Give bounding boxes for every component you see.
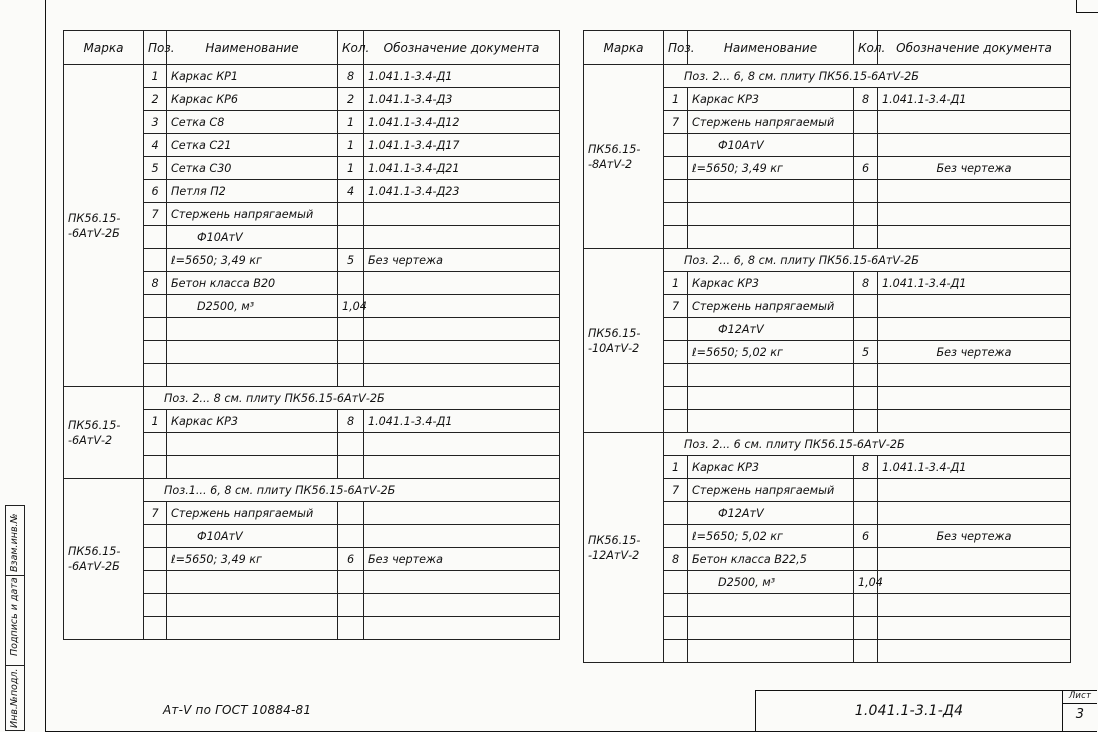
table-header-row	[64, 31, 560, 65]
qty-cell: 4	[338, 180, 364, 203]
qty-cell	[338, 272, 364, 295]
poz-cell	[664, 318, 688, 341]
doc-cell: 1.041.1-3.4-Д23	[364, 180, 560, 203]
doc-cell: Без чертежа	[878, 525, 1071, 548]
doc-cell	[878, 318, 1071, 341]
header-naim: Наименование	[167, 31, 338, 65]
poz-cell: 8	[144, 272, 167, 295]
name-cell: Ф10АтⅤ	[688, 134, 854, 157]
poz-cell: 7	[664, 111, 688, 134]
poz-cell: 2	[144, 88, 167, 111]
doc-cell: 1.041.1-3.4-Д1	[878, 456, 1071, 479]
side-inv-podl: Инв.№подл.	[9, 668, 20, 728]
qty-cell: 8	[854, 272, 878, 295]
qty-cell: 8	[338, 410, 364, 433]
poz-cell	[144, 525, 167, 548]
table-row	[64, 479, 560, 502]
name-cell: Бетон класса В22,5	[688, 548, 854, 571]
reference-note: Поз. 2... 8 см. плиту ПК56.15-6АтⅤ-2Б	[144, 387, 560, 410]
name-cell: ℓ=5650; 5,02 кг	[688, 525, 854, 548]
header-poz: Поз.	[664, 31, 688, 65]
doc-cell: Без чертежа	[878, 341, 1071, 364]
doc-cell	[364, 226, 560, 249]
spec-table-left	[63, 30, 560, 640]
side-divider-1	[5, 665, 25, 666]
mark-cell: ПК56.15- -8АтⅤ-2	[584, 65, 664, 249]
table-row	[64, 387, 560, 410]
doc-cell: Без чертежа	[364, 249, 560, 272]
mark-cell: ПК56.15- -12АтⅤ-2	[584, 433, 664, 663]
document-code: 1.041.1-3.1-Д4	[854, 703, 964, 719]
qty-cell: 1	[338, 111, 364, 134]
qty-cell: 6	[854, 525, 878, 548]
side-registration-strip	[5, 505, 25, 731]
name-cell: ℓ=5650; 3,49 кг	[688, 157, 854, 180]
doc-cell	[878, 571, 1071, 594]
header-oboz: Обозначение документа	[878, 31, 1071, 65]
spec-table-right	[583, 30, 1071, 663]
sheet-box	[1062, 690, 1098, 732]
doc-cell: Без чертежа	[878, 157, 1071, 180]
name-cell: Стержень напрягаемый	[167, 203, 338, 226]
steel-class-note: Ат-Ⅴ по ГОСТ 10884-81	[163, 703, 312, 717]
header-marka: Марка	[64, 31, 144, 65]
qty-cell	[854, 318, 878, 341]
name-cell: Сетка С30	[167, 157, 338, 180]
poz-cell	[144, 295, 167, 318]
name-cell: Ф10АтⅤ	[167, 226, 338, 249]
name-cell: ℓ=5650; 3,49 кг	[167, 548, 338, 571]
name-cell: Стержень напрягаемый	[688, 111, 854, 134]
qty-cell	[854, 502, 878, 525]
name-cell: ℓ=5650; 5,02 кг	[688, 341, 854, 364]
name-cell: Каркас КР3	[688, 456, 854, 479]
corner-stamp	[1076, 0, 1098, 13]
qty-cell: 1	[338, 134, 364, 157]
poz-cell: 1	[664, 88, 688, 111]
poz-cell	[664, 134, 688, 157]
name-cell: Каркас КР3	[167, 410, 338, 433]
poz-cell	[144, 226, 167, 249]
poz-cell: 1	[144, 65, 167, 88]
sheet-number: 3	[1075, 707, 1085, 722]
name-cell: Каркас КР1	[167, 65, 338, 88]
side-podpis: Подпись и дата	[9, 577, 20, 656]
name-cell: Каркас КР3	[688, 272, 854, 295]
qty-cell: 5	[338, 249, 364, 272]
name-cell: Сетка С21	[167, 134, 338, 157]
doc-cell	[364, 525, 560, 548]
qty-cell: 1,04	[338, 295, 364, 318]
poz-cell	[664, 525, 688, 548]
qty-cell	[854, 479, 878, 502]
reference-note: Поз. 2... 6 см. плиту ПК56.15-6АтⅤ-2Б	[664, 433, 1071, 456]
poz-cell: 7	[144, 502, 167, 525]
poz-cell: 1	[664, 456, 688, 479]
name-cell: ℓ=5650; 3,49 кг	[167, 249, 338, 272]
doc-cell: 1.041.1-3.4-Д1	[364, 410, 560, 433]
name-cell: Ф12АтⅤ	[688, 318, 854, 341]
name-cell: Каркас КР6	[167, 88, 338, 111]
qty-cell	[338, 226, 364, 249]
sheet-label: Лист	[1068, 691, 1092, 701]
doc-cell: 1.041.1-3.4-Д3	[364, 88, 560, 111]
header-marka: Марка	[584, 31, 664, 65]
poz-cell: 3	[144, 111, 167, 134]
qty-cell: 5	[854, 341, 878, 364]
qty-cell: 8	[854, 88, 878, 111]
mark-cell: ПК56.15- -10АтⅤ-2	[584, 249, 664, 433]
doc-cell	[878, 479, 1071, 502]
name-cell: Каркас КР3	[688, 88, 854, 111]
name-cell: D2500, м³	[167, 295, 338, 318]
qty-cell	[338, 502, 364, 525]
reference-note: Поз. 2... 6, 8 см. плиту ПК56.15-6АтⅤ-2Б	[664, 65, 1071, 88]
poz-cell: 7	[144, 203, 167, 226]
doc-cell	[364, 203, 560, 226]
name-cell: Бетон класса В20	[167, 272, 338, 295]
poz-cell: 5	[144, 157, 167, 180]
side-vzam: Взам.инв.№	[9, 513, 20, 572]
table-row	[64, 65, 560, 88]
reference-note: Поз. 2... 6, 8 см. плиту ПК56.15-6АтⅤ-2Б	[664, 249, 1071, 272]
header-poz: Поз.	[144, 31, 167, 65]
header-naim: Наименование	[688, 31, 854, 65]
name-cell: D2500, м³	[688, 571, 854, 594]
title-block	[755, 690, 1097, 732]
doc-cell	[878, 295, 1071, 318]
name-cell: Сетка С8	[167, 111, 338, 134]
qty-cell: 8	[854, 456, 878, 479]
header-oboz: Обозначение документа	[364, 31, 560, 65]
table-row	[584, 65, 1071, 88]
qty-cell	[854, 295, 878, 318]
poz-cell	[664, 502, 688, 525]
poz-cell: 1	[664, 272, 688, 295]
name-cell: Петля П2	[167, 180, 338, 203]
mark-cell: ПК56.15- -6АтⅤ-2Б	[64, 65, 144, 387]
mark-cell: ПК56.15- -6АтⅤ-2	[64, 387, 144, 479]
doc-cell	[878, 502, 1071, 525]
poz-cell: 6	[144, 180, 167, 203]
poz-cell: 7	[664, 295, 688, 318]
doc-cell	[364, 295, 560, 318]
qty-cell	[338, 525, 364, 548]
table-row	[584, 433, 1071, 456]
table-row	[584, 249, 1071, 272]
name-cell: Ф12АтⅤ	[688, 502, 854, 525]
name-cell: Ф10АтⅤ	[167, 525, 338, 548]
name-cell: Стержень напрягаемый	[688, 295, 854, 318]
qty-cell	[854, 111, 878, 134]
doc-cell	[364, 502, 560, 525]
doc-cell: 1.041.1-3.4-Д12	[364, 111, 560, 134]
qty-cell	[338, 203, 364, 226]
doc-cell	[364, 272, 560, 295]
doc-cell: 1.041.1-3.4-Д1	[878, 88, 1071, 111]
poz-cell: 4	[144, 134, 167, 157]
doc-cell: 1.041.1-3.4-Д1	[878, 272, 1071, 295]
doc-cell: 1.041.1-3.4-Д17	[364, 134, 560, 157]
qty-cell: 1	[338, 157, 364, 180]
header-kol: Кол.	[338, 31, 364, 65]
header-kol: Кол.	[854, 31, 878, 65]
doc-cell: 1.041.1-3.4-Д1	[364, 65, 560, 88]
poz-cell: 8	[664, 548, 688, 571]
qty-cell: 6	[338, 548, 364, 571]
poz-cell	[144, 249, 167, 272]
qty-cell: 6	[854, 157, 878, 180]
mark-cell: ПК56.15- -6АтⅤ-2Б	[64, 479, 144, 640]
doc-cell: Без чертежа	[364, 548, 560, 571]
doc-cell	[878, 134, 1071, 157]
poz-cell	[664, 341, 688, 364]
qty-cell: 2	[338, 88, 364, 111]
name-cell: Стержень напрягаемый	[167, 502, 338, 525]
side-divider-2	[5, 575, 25, 576]
qty-cell: 8	[338, 65, 364, 88]
poz-cell	[664, 571, 688, 594]
doc-cell	[878, 548, 1071, 571]
qty-cell: 1,04	[854, 571, 878, 594]
poz-cell: 7	[664, 479, 688, 502]
poz-cell	[664, 157, 688, 180]
qty-cell	[854, 134, 878, 157]
reference-note: Поз.1... 6, 8 см. плиту ПК56.15-6АтⅤ-2Б	[144, 479, 560, 502]
doc-cell: 1.041.1-3.4-Д21	[364, 157, 560, 180]
doc-cell	[878, 111, 1071, 134]
table-header-row	[584, 31, 1071, 65]
poz-cell	[144, 548, 167, 571]
qty-cell	[854, 548, 878, 571]
name-cell: Стержень напрягаемый	[688, 479, 854, 502]
poz-cell: 1	[144, 410, 167, 433]
